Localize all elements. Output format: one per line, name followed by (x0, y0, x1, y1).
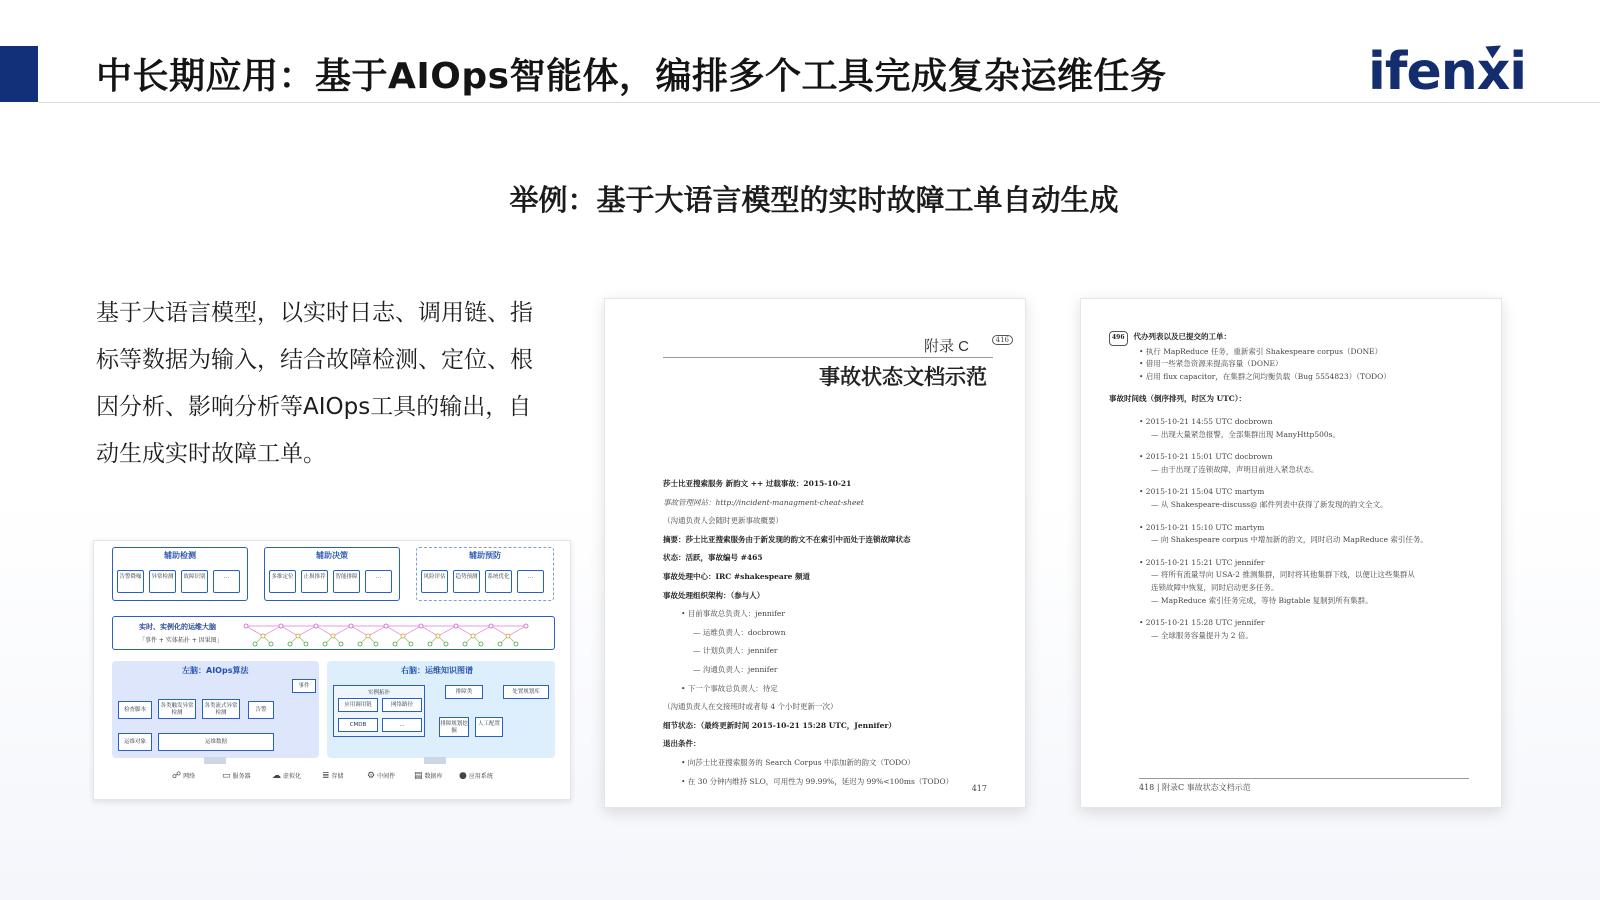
infra-item: ☍ 网络 (172, 771, 196, 781)
text-line: • 向莎士比亚搜索服务的 Search Corpus 中添加新的韵文（TODO） (681, 757, 915, 767)
page-title: 中长期应用：基于AIOps智能体，编排多个工具完成复杂运维任务 (96, 56, 1167, 97)
group-title: 辅助预防 (469, 551, 501, 560)
chip: 故障识别 (181, 570, 208, 593)
chip: 趋势预测 (453, 570, 480, 593)
text-line: — 由于出现了连锁故障，声明目前进入紧急状态。 (1151, 464, 1319, 474)
text-line: 莎士比亚搜索服务 新韵文 ++ 过载事故：2015-10-21 (663, 479, 852, 488)
chip: 告警降噪 (117, 570, 144, 593)
ops-brain-box (112, 616, 555, 650)
network-icon: ☍ (172, 771, 182, 781)
text-line (1109, 331, 1489, 346)
infra-item: ▤ 数据库 (414, 771, 443, 781)
stream-detect-box: 各类流式异常检测 (202, 699, 240, 719)
database-icon: ▤ (414, 771, 423, 781)
text-line: 事故时间线（倒序排列，时区为 UTC）： (1109, 394, 1246, 404)
text-line: — 运维负责人：docbrown (693, 627, 786, 637)
call-chain-box: 应用调用链 (338, 698, 378, 712)
left-brain-zone (112, 661, 319, 758)
causal-graph-icon (241, 620, 541, 648)
text-line: • 目前事故总负责人：jennifer (681, 609, 785, 619)
chip: ... (517, 570, 544, 593)
text-line: — 出现大量紧急报警，全部集群出现 ManyHttp500s。 (1151, 429, 1341, 439)
topology-title: 实例拓扑 (367, 690, 390, 696)
book-page-418 (1080, 298, 1502, 808)
up-arrow-icon (204, 757, 226, 764)
title-accent-bar (0, 46, 38, 102)
page-footer: 418 | 附录C 事故状态文档示范 (1139, 783, 1251, 792)
infra-item: ⚙ 中间件 (367, 771, 396, 781)
text-line: 细节状态：（最终更新时间 2015-10-21 15:28 UTC，Jennifer） (663, 720, 896, 730)
server-icon: ▭ (222, 771, 231, 781)
chip: 止损推荐 (301, 570, 328, 593)
manual-config-box: 人工配置 (475, 717, 503, 737)
ifenxi-logo: ifenxi (1368, 42, 1527, 102)
cloud-icon: ☁ (272, 771, 281, 781)
infra-item: ▭ 服务器 (222, 771, 251, 781)
page-number: 417 (971, 784, 987, 793)
chip: 异常检测 (149, 570, 176, 593)
app-icon: ● (459, 771, 467, 781)
group-assist-detect (112, 547, 248, 601)
subtitle-text: 举例：基于大语言模型的实时故障工单自动生成 (509, 183, 1119, 217)
example-subtitle (0, 178, 1600, 219)
middleware-icon: ⚙ (367, 771, 376, 781)
text-line: — 将所有流量导向 USA-2 推测集群，同时将其他集群下线，以便让这些集群从 (1151, 570, 1415, 580)
text-line: • 2015-10-21 15:04 UTC martym (1139, 487, 1265, 497)
group-title: 辅助检测 (164, 551, 196, 560)
text-line: 退出条件： (663, 739, 701, 749)
text-line: • 借用一些紧急资源来提高容量（DONE） (1139, 359, 1283, 369)
text-line: • 启用 flux capacitor，在集群之间均衡负载（Bug 5554823）（TODO） (1139, 371, 1391, 381)
page-heading: 事故状态文档示范 (819, 366, 987, 389)
architecture-diagram (93, 540, 571, 800)
text-line: • 2015-10-21 15:28 UTC jennifer (1139, 618, 1265, 628)
chip: 智能排障 (333, 570, 360, 593)
troubleshoot-box: 排障类 (445, 685, 483, 699)
brain-title: 实时、实例化的运维大脑 (139, 623, 216, 631)
infra-item: ☁ 虚拟化 (272, 771, 302, 781)
appendix-label: 附录 C (923, 338, 969, 355)
text-line: • 执行 MapReduce 任务，重新索引 Shakespeare corpus（DONE） (1139, 346, 1383, 356)
page-body (1109, 331, 1489, 642)
page-rule (1139, 778, 1469, 779)
chip: 系统优化 (485, 570, 512, 593)
plan-mining-box: 排障规划挖掘 (439, 717, 469, 737)
right-brain-zone (327, 661, 555, 758)
text-line: • 2015-10-21 15:01 UTC docbrown (1139, 452, 1273, 462)
infra-item: ≣ 存储 (322, 771, 344, 781)
chip: ... (213, 570, 240, 593)
topology-more-box: ... (382, 718, 422, 732)
text-line: （沟通负责人在交接班时或者每 4 个小时更新一次） (663, 702, 838, 712)
text-line-content: 代办列表以及已提交的工单： (1133, 332, 1232, 341)
text-line: • 2015-10-21 15:10 UTC martym (1139, 522, 1265, 532)
chip: ... (365, 570, 392, 593)
ops-data-box: 运维数据 (158, 733, 274, 751)
description-text: 基于大语言模型，以实时日志、调用链、指标等数据为输入，结合故障检测、定位、根因分析、影响分析等AIOps工具的输出，自动生成实时故障工单。 (96, 300, 533, 467)
left-zone-title: 左脑：AIOps算法 (182, 666, 249, 675)
line-gap (1109, 547, 1489, 557)
infra-row (164, 767, 509, 789)
line-gap (1109, 406, 1489, 416)
up-arrow-icon (424, 757, 446, 764)
text-line: — 全球服务容量提升为 2 倍。 (1151, 630, 1253, 640)
group-assist-decision (264, 547, 400, 601)
text-line: 状态：活跃，事故编号 #465 (663, 553, 763, 563)
text-line: — 从 Shakespeare-discuss@ 邮件列表中获得了新发现的韵文全文。 (1151, 499, 1388, 509)
group-assist-prevent (416, 547, 554, 601)
cmdb-box: CMDB (338, 718, 378, 732)
line-gap (1109, 383, 1489, 393)
alert-box: 告警 (248, 701, 274, 719)
network-path-box: 网络路径 (382, 698, 422, 712)
check-script-box: 检查脚本 (118, 701, 152, 719)
group-title: 辅助决策 (316, 551, 348, 560)
line-gap (1109, 476, 1489, 486)
text-line: （沟通负责人会随时更新事故概要） (663, 516, 783, 526)
page-badge: 416 (992, 335, 1013, 345)
page-rule (663, 357, 993, 358)
line-gap (1109, 512, 1489, 522)
text-line: 连锁故障中恢复，同时启动更多任务。 (1151, 582, 1279, 592)
text-line: • 下一个事故总负责人：待定 (681, 683, 778, 693)
page-body (663, 475, 1003, 791)
ops-object-box: 运维对象 (118, 733, 152, 751)
text-line: — MapReduce 索引任务完成，等待 Bigtable 复制到所有集群。 (1151, 595, 1373, 605)
topology-box (333, 685, 425, 737)
event-box: 事件 (292, 679, 316, 693)
text-line: 事故处理组织架构：（参与人） (663, 590, 765, 600)
text-line: 事故管理网站：http://incident-managment-cheat-sheet (663, 497, 864, 507)
book-page-417 (604, 298, 1026, 808)
header-divider (38, 102, 1600, 103)
storage-icon: ≣ (322, 771, 330, 781)
disposal-plan-box: 处置规划库 (503, 685, 549, 699)
infra-item: ● 应用系统 (459, 771, 493, 781)
text-line: — 沟通负责人：jennifer (693, 664, 778, 674)
trigger-detect-box: 各类触发异常检测 (158, 699, 196, 719)
brain-subtitle: 「事件 + 实体拓扑 + 因果图」 (139, 637, 223, 644)
text-line: 摘要：莎士比亚搜索服务由于新发现的韵文不在索引中而处于连锁故障状态 (663, 534, 911, 544)
text-line: — 向 Shakespeare corpus 中增加新的韵文，同时启动 MapReduce 索引任务。 (1151, 535, 1428, 545)
text-line: • 在 30 分钟内维持 SLO，可用性为 99.99%，延迟为 99%<100ms（TODO） (681, 776, 954, 786)
line-gap (1109, 607, 1489, 617)
chip: 多维定位 (269, 570, 296, 593)
chip: 风险评估 (421, 570, 448, 593)
line-gap (1109, 441, 1489, 451)
text-line: • 2015-10-21 14:55 UTC docbrown (1139, 416, 1273, 426)
text-line: — 计划负责人：jennifer (693, 646, 778, 656)
right-zone-title: 右脑：运维知识图谱 (401, 666, 473, 675)
text-line: • 2015-10-21 15:21 UTC jennifer (1139, 557, 1265, 567)
page-badge: 496 (1109, 331, 1128, 346)
text-line: 事故处理中心：IRC #shakespeare 频道 (663, 571, 811, 581)
